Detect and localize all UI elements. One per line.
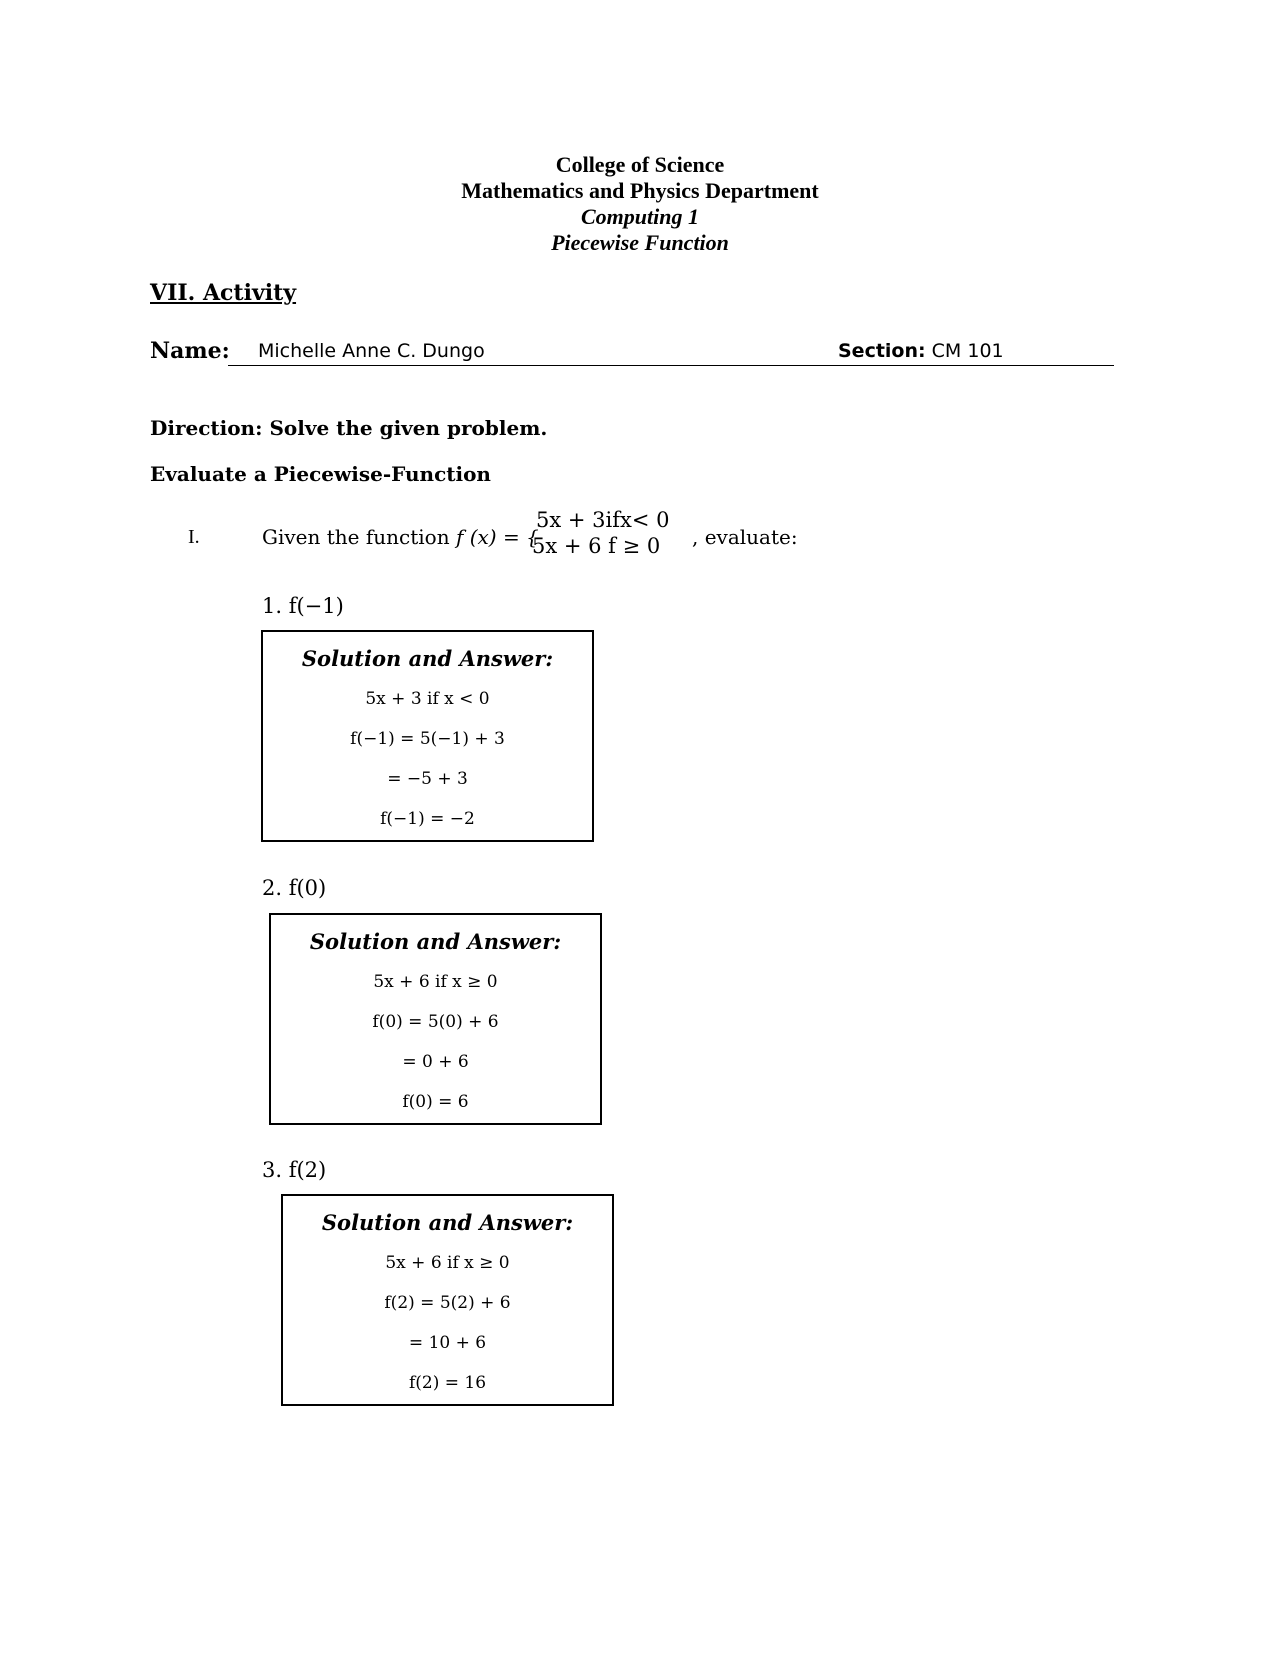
solution-line: f(−1) = 5(−1) + 3	[350, 729, 505, 749]
name-value: Michelle Anne C. Dungo	[258, 340, 485, 362]
solution-line: = 10 + 6	[408, 1333, 487, 1353]
problem-suffix: , evaluate:	[692, 525, 798, 549]
solution-line: 5x + 6 if x ≥ 0	[385, 1253, 510, 1273]
solution-box-1	[261, 630, 594, 842]
solution-line: f(0) = 6	[402, 1092, 469, 1112]
function-notation: f (x) = {	[455, 525, 539, 549]
item-2-label: 2. f(0)	[262, 876, 327, 900]
problem-numeral: I.	[188, 526, 200, 548]
solution-line: f(2) = 5(2) + 6	[384, 1293, 511, 1313]
subtitle-text: Evaluate a Piecewise-Function	[150, 462, 491, 486]
solution-line: = −5 + 3	[387, 769, 468, 789]
department-title: Mathematics and Physics Department	[461, 178, 819, 203]
problem-prefix: Given the function	[262, 525, 456, 549]
piecewise-case-2: 5x + 6 f ≥ 0	[532, 534, 661, 558]
solution-line: f(2) = 16	[408, 1373, 487, 1393]
solution-title: Solution and Answer:	[321, 1210, 574, 1235]
section-value: CM 101	[931, 340, 1004, 362]
college-title: College of Science	[555, 152, 725, 177]
item-1-label: 1. f(−1)	[262, 594, 344, 618]
solution-title: Solution and Answer:	[309, 929, 562, 954]
section-label: Section:	[838, 340, 926, 362]
item-3-label: 3. f(2)	[262, 1158, 327, 1182]
topic-title: Piecewise Function	[551, 230, 729, 255]
solution-box-2	[269, 913, 602, 1125]
solution-line: 5x + 3 if x < 0	[365, 689, 490, 709]
direction-text: Direction: Solve the given problem.	[150, 416, 548, 440]
section-field	[834, 340, 1114, 366]
solution-title: Solution and Answer:	[301, 646, 554, 671]
piecewise-case-1: 5x + 3ifx< 0	[536, 508, 670, 532]
course-title: Computing 1	[581, 204, 699, 229]
activity-title: VII. Activity	[150, 280, 297, 306]
problem-statement	[262, 525, 539, 549]
solution-line: 5x + 6 if x ≥ 0	[373, 972, 498, 992]
name-label: Name:	[150, 338, 230, 364]
solution-box-3	[281, 1194, 614, 1406]
solution-line: f(−1) = −2	[380, 809, 475, 829]
solution-line: f(0) = 5(0) + 6	[372, 1012, 499, 1032]
solution-line: = 0 + 6	[402, 1052, 469, 1072]
name-field	[228, 340, 834, 366]
